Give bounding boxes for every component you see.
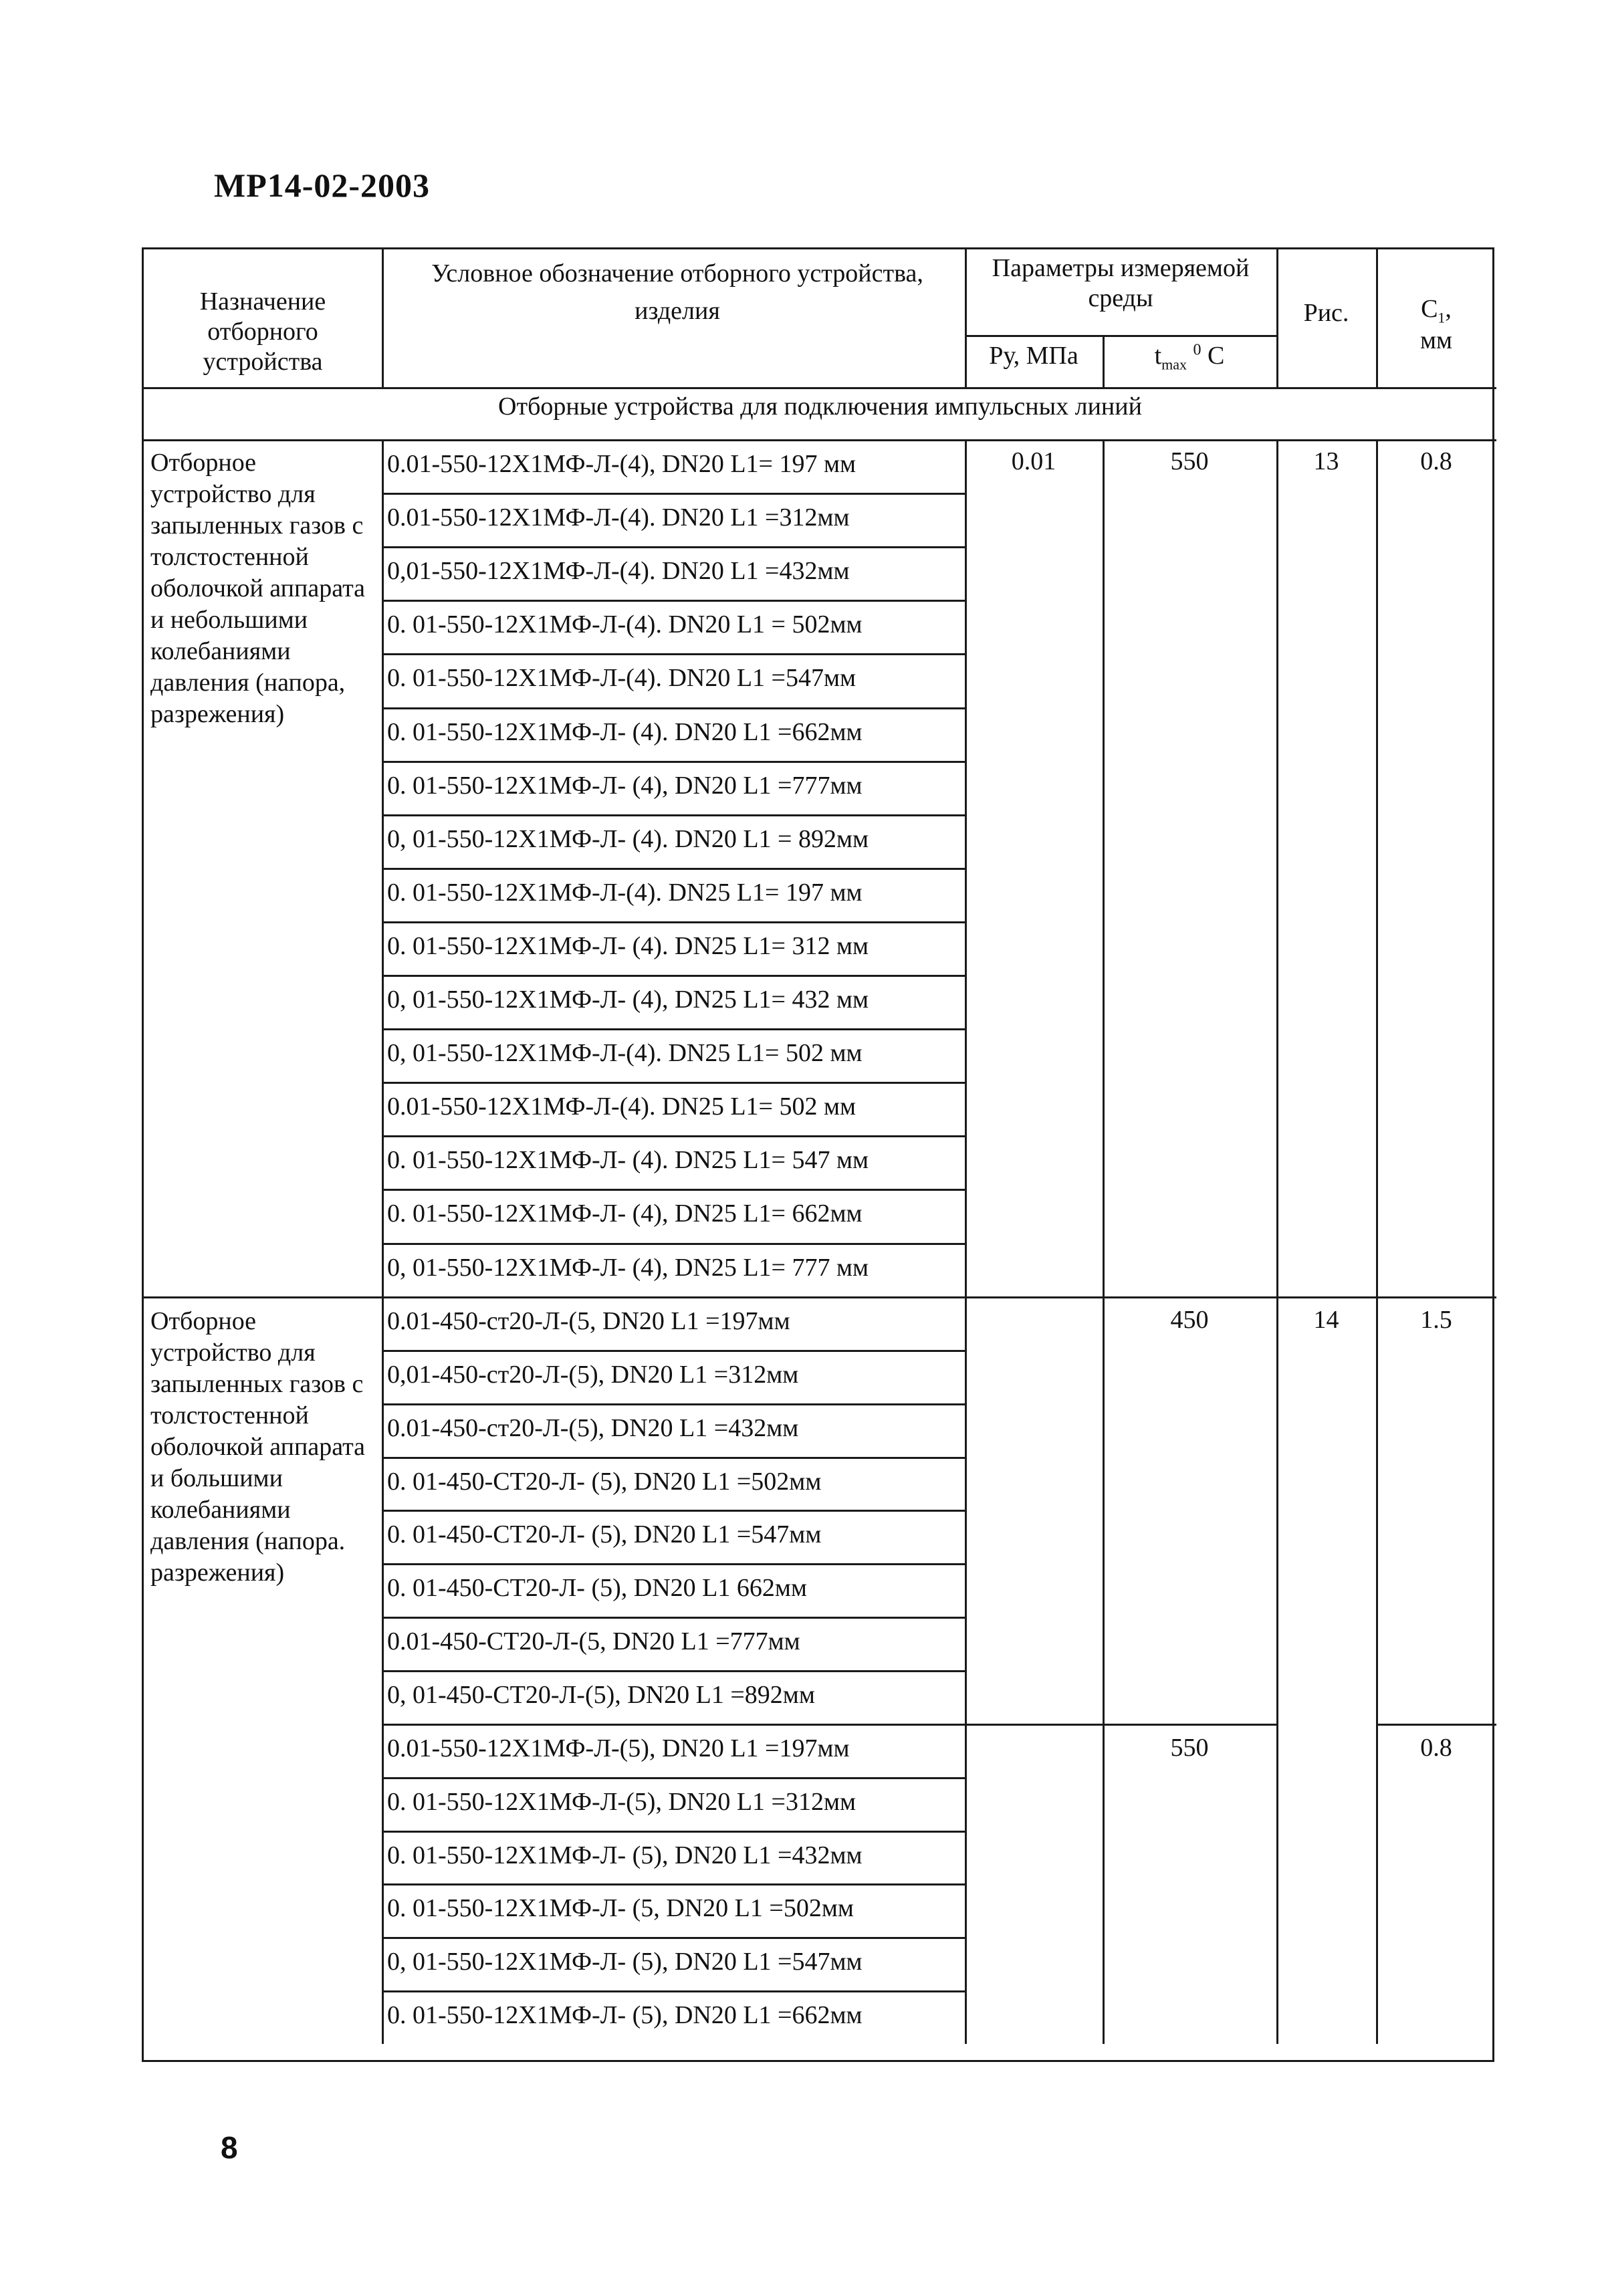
c1-unit: мм	[1419, 326, 1453, 354]
group-1-designation: 0. 01-550-12Х1МФ-Л- (4), DN25 L1= 662мм	[387, 1199, 863, 1228]
group-2-purpose: Отборное устройство для запыленных газов с толстостенной оболочкой аппарата и большими колебаниями давления (напора. разрежения)	[150, 1307, 366, 1587]
header-col-divider	[382, 249, 384, 387]
section-title-bottom-rule	[144, 439, 1496, 441]
group-2a-designation: 0.01-450-ст20-Л-(5), DN20 L1 =432мм	[387, 1413, 799, 1442]
row-rule	[382, 600, 965, 602]
row-rule	[382, 1563, 965, 1565]
group-1-designation: 0, 01-550-12Х1МФ-Л- (4), DN25 L1= 432 мм	[387, 986, 869, 1014]
group-1-designation: 0, 01-550-12Х1МФ-Л- (4). DN20 L1 = 892мм	[387, 824, 869, 853]
header-temperature	[1103, 340, 1276, 372]
group-2b-designation: 0, 01-550-12Х1МФ-Л- (5), DN20 L1 =547мм	[387, 1948, 863, 1976]
group-2-figure: 14	[1313, 1306, 1339, 1334]
group-1-designation: 0, 01-550-12Х1МФ-Л-(4). DN25 L1= 502 мм	[387, 1039, 863, 1068]
group-1-c1: 0.8	[1420, 447, 1452, 475]
group-2a-c1: 1.5	[1420, 1306, 1452, 1334]
group-2b-c1: 0.8	[1420, 1734, 1452, 1762]
header-figure: Рис.	[1303, 299, 1349, 327]
document-code: МР14-02-2003	[214, 166, 431, 204]
group-2b-designation: 0. 01-550-12Х1МФ-Л- (5), DN20 L1 =662мм	[387, 2001, 863, 2030]
row-rule	[382, 1135, 965, 1137]
c1-comma: ,	[1445, 295, 1452, 323]
row-rule	[382, 1777, 965, 1779]
header-params-divider	[965, 335, 1276, 337]
group-2b-temperature: 550	[1170, 1734, 1209, 1762]
group-1-designation: 0.01-550-12Х1МФ-Л-(4), DN20 L1= 197 мм	[387, 450, 857, 478]
row-rule	[382, 1883, 965, 1885]
group-1-purpose: Отборное устройство для запыленных газов с толстостенной оболочкой аппарата и небольшими колебаниями давления (напора, разрежения)	[150, 449, 366, 728]
group-1-designation: 0, 01-550-12Х1МФ-Л- (4), DN25 L1= 777 мм	[387, 1253, 869, 1282]
group-1-designation: 0. 01-550-12Х1МФ-Л- (4). DN25 L1= 312 мм	[387, 931, 869, 960]
group-2a-designation: 0.01-450-СТ20-Л-(5, DN20 L1 =777мм	[387, 1627, 800, 1656]
row-rule	[382, 1990, 965, 1992]
group-1-designation: 0.01-550-12Х1МФ-Л-(4). DN20 L1 =312мм	[387, 503, 850, 532]
header-pressure: Ру, МПа	[989, 342, 1078, 370]
row-rule	[382, 921, 965, 923]
temp-symbol: t	[1154, 342, 1162, 370]
row-rule	[382, 707, 965, 709]
group-2b-designation: 0.01-550-12Х1МФ-Л-(5), DN20 L1 =197мм	[387, 1734, 850, 1762]
row-rule	[382, 1243, 965, 1245]
subgroup-separator-rule	[382, 1724, 1276, 1726]
row-rule	[382, 761, 965, 763]
c1-subscript: 1	[1438, 309, 1446, 326]
row-rule	[382, 546, 965, 548]
temp-unit: С	[1208, 342, 1225, 370]
header-params: Параметры измеряемой среды	[992, 254, 1250, 312]
sampling-devices-table	[142, 247, 1494, 2062]
body-col-divider	[1376, 439, 1378, 2044]
temp-superscript: 0	[1193, 341, 1202, 359]
group-1-designation: 0. 01-550-12Х1МФ-Л-(4). DN20 L1 =547мм	[387, 664, 857, 693]
group-2a-designation: 0. 01-450-СТ20-Л- (5), DN20 L1 =547мм	[387, 1520, 822, 1549]
header-col-divider	[965, 249, 967, 387]
temp-subscript: max	[1161, 356, 1187, 373]
row-rule	[382, 1617, 965, 1619]
group-1-designation: 0. 01-550-12Х1МФ-Л- (4). DN20 L1 =662мм	[387, 717, 863, 746]
page-number: 8	[221, 2130, 238, 2165]
row-rule	[382, 1189, 965, 1191]
row-rule	[382, 1028, 965, 1030]
row-rule	[382, 493, 965, 495]
row-rule	[382, 814, 965, 816]
group-1-pressure: 0.01	[1011, 447, 1056, 475]
row-rule	[382, 1403, 965, 1405]
row-rule	[382, 1937, 965, 1939]
header-designation: Условное обозначение отборного устройства, изделия	[431, 259, 923, 325]
group-1-designation: 0. 01-550-12Х1МФ-Л-(4). DN25 L1= 197 мм	[387, 878, 863, 907]
group-2a-designation: 0, 01-450-СТ20-Л-(5), DN20 L1 =892мм	[387, 1680, 815, 1709]
group-1-designation: 0. 01-550-12Х1МФ-Л- (4), DN20 L1 =777мм	[387, 771, 863, 800]
header-col-divider	[1276, 249, 1278, 387]
group-separator-rule	[144, 1296, 1496, 1298]
row-rule	[382, 1670, 965, 1672]
row-rule	[382, 1457, 965, 1459]
row-rule	[382, 1831, 965, 1833]
group-1-designation: 0,01-550-12Х1МФ-Л-(4). DN20 L1 =432мм	[387, 557, 850, 586]
group-1-temperature: 550	[1170, 447, 1209, 475]
row-rule	[382, 975, 965, 977]
group-2a-temperature: 450	[1170, 1306, 1209, 1334]
header-col-divider	[1376, 249, 1378, 387]
row-rule	[382, 1510, 965, 1512]
group-2a-designation: 0,01-450-ст20-Л-(5), DN20 L1 =312мм	[387, 1360, 799, 1389]
group-2b-designation: 0. 01-550-12Х1МФ-Л- (5, DN20 L1 =502мм	[387, 1894, 854, 1923]
subgroup-separator-rule	[1376, 1724, 1496, 1726]
header-purpose: Назначение отборного устройства	[199, 288, 326, 376]
row-rule	[382, 1350, 965, 1352]
group-2a-designation: 0. 01-450-СТ20-Л- (5), DN20 L1 662мм	[387, 1574, 807, 1603]
group-2a-designation: 0.01-450-ст20-Л-(5, DN20 L1 =197мм	[387, 1307, 790, 1335]
row-rule	[382, 653, 965, 655]
row-rule	[382, 868, 965, 870]
header-bottom-rule	[144, 387, 1496, 389]
group-1-designation: 0. 01-550-12Х1МФ-Л- (4). DN25 L1= 547 мм	[387, 1146, 869, 1175]
header-col-divider	[1103, 335, 1105, 387]
group-2b-designation: 0. 01-550-12Х1МФ-Л- (5), DN20 L1 =432мм	[387, 1841, 863, 1869]
row-rule	[382, 1082, 965, 1084]
c1-symbol: С	[1421, 295, 1438, 323]
group-1-figure: 13	[1313, 447, 1339, 475]
section-title: Отборные устройства для подключения импульсных линий	[498, 392, 1142, 421]
group-2b-designation: 0. 01-550-12Х1МФ-Л-(5), DN20 L1 =312мм	[387, 1787, 857, 1816]
body-col-divider	[1276, 439, 1278, 2044]
body-col-divider	[965, 439, 967, 2044]
group-1-designation: 0. 01-550-12Х1МФ-Л-(4). DN20 L1 = 502мм	[387, 610, 863, 639]
header-c1	[1376, 294, 1496, 356]
body-col-divider	[1103, 439, 1105, 2044]
group-1-designation: 0.01-550-12Х1МФ-Л-(4). DN25 L1= 502 мм	[387, 1093, 857, 1121]
body-col-divider	[382, 439, 384, 2044]
group-2a-designation: 0. 01-450-СТ20-Л- (5), DN20 L1 =502мм	[387, 1467, 822, 1496]
